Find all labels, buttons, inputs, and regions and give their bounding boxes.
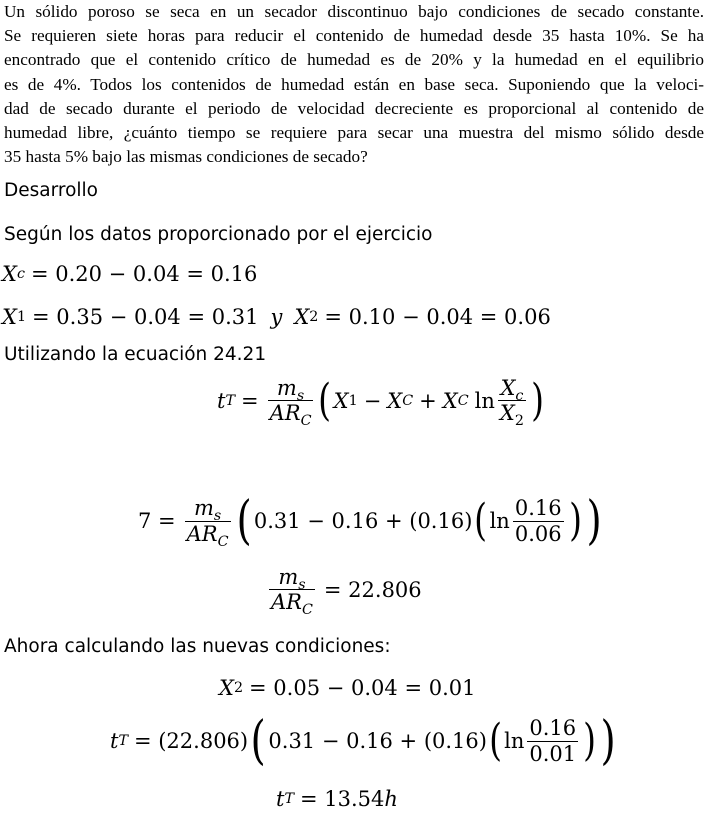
problem-line: 35 hasta 5% bajo las mismas condiciones de secado? — [4, 147, 368, 167]
problem-line: es de 4%. Todos los contenidos de humedad están en base seca. Suponiendo que la veloci- — [4, 74, 704, 94]
fraction-ln-arg: $\frac{0.16}{0.06}$ — [514, 496, 562, 546]
fraction-ms-arc: $\frac{m_s}{AR_C}$ — [269, 376, 312, 430]
fraction-ln-arg: $\frac{0.16}{0.01}$ — [529, 716, 577, 766]
fraction-ms-arc: $\frac{m_s}{AR_C}$ — [271, 565, 313, 619]
new-conditions-text: Ahora calculando las nuevas condiciones: — [4, 636, 391, 657]
problem-statement — [4, 0, 704, 169]
drying-time-formula: t T = $\frac{m_s}{AR_C}$ ( X 1 − X C + X C ln $\frac{X_c}{X_2}$ ) — [217, 374, 544, 430]
problem-line: encontrado que el contenido crítico de humedad es de 20% y la humedad en el equilibrio — [4, 50, 704, 70]
using-equation-text: Utilizando la ecuación 24.21 — [4, 344, 267, 365]
equation-new-time: t T = (22.806) ( 0.31 − 0.16 + (0.16) ( ln $\frac{0.16}{0.01}$ ) ) — [110, 711, 617, 771]
equation-x1-x2: X 1 = 0.35 − 0.04 = 0.31 y X 2 = 0.10 − 0.04 = 0.06 — [2, 305, 551, 329]
fraction-ms-arc: $\frac{m_s}{AR_C}$ — [186, 496, 229, 550]
equation-ratio: $\frac{m_s}{AR_C}$ = 22.806 — [271, 565, 422, 619]
fraction-xc-x2: $\frac{X_c}{X_2}$ — [499, 376, 524, 430]
problem-line: humedad libre, ¿cuánto tiempo se requiere para secar una muestra del mismo sólido desde — [4, 123, 704, 143]
intro-text: Según los datos proporcionado por el ejercicio — [4, 224, 433, 245]
equation-xc: X c = 0.20 − 0.04 = 0.16 — [2, 262, 258, 286]
equation-new-x2: X 2 = 0.05 − 0.04 = 0.01 — [219, 676, 476, 700]
problem-line: dad de secado durante el periodo de velocidad decreciente es proporcional al contenido de — [4, 98, 704, 118]
equation-result: t T = 13.54 h — [276, 787, 398, 811]
equation-seven-hours: 7 = $\frac{m_s}{AR_C}$ ( 0.31 − 0.16 + (0.16) ( ln $\frac{0.16}{0.06}$ ) ) — [138, 491, 602, 551]
problem-line: Se requieren siete horas para reducir el contenido de humedad desde 35 hasta 10%. Se ha — [4, 26, 704, 46]
section-heading: Desarrollo — [4, 180, 98, 201]
problem-line: Un sólido poroso se seca en un secador discontinuo bajo condiciones de secado constante. — [4, 2, 704, 21]
